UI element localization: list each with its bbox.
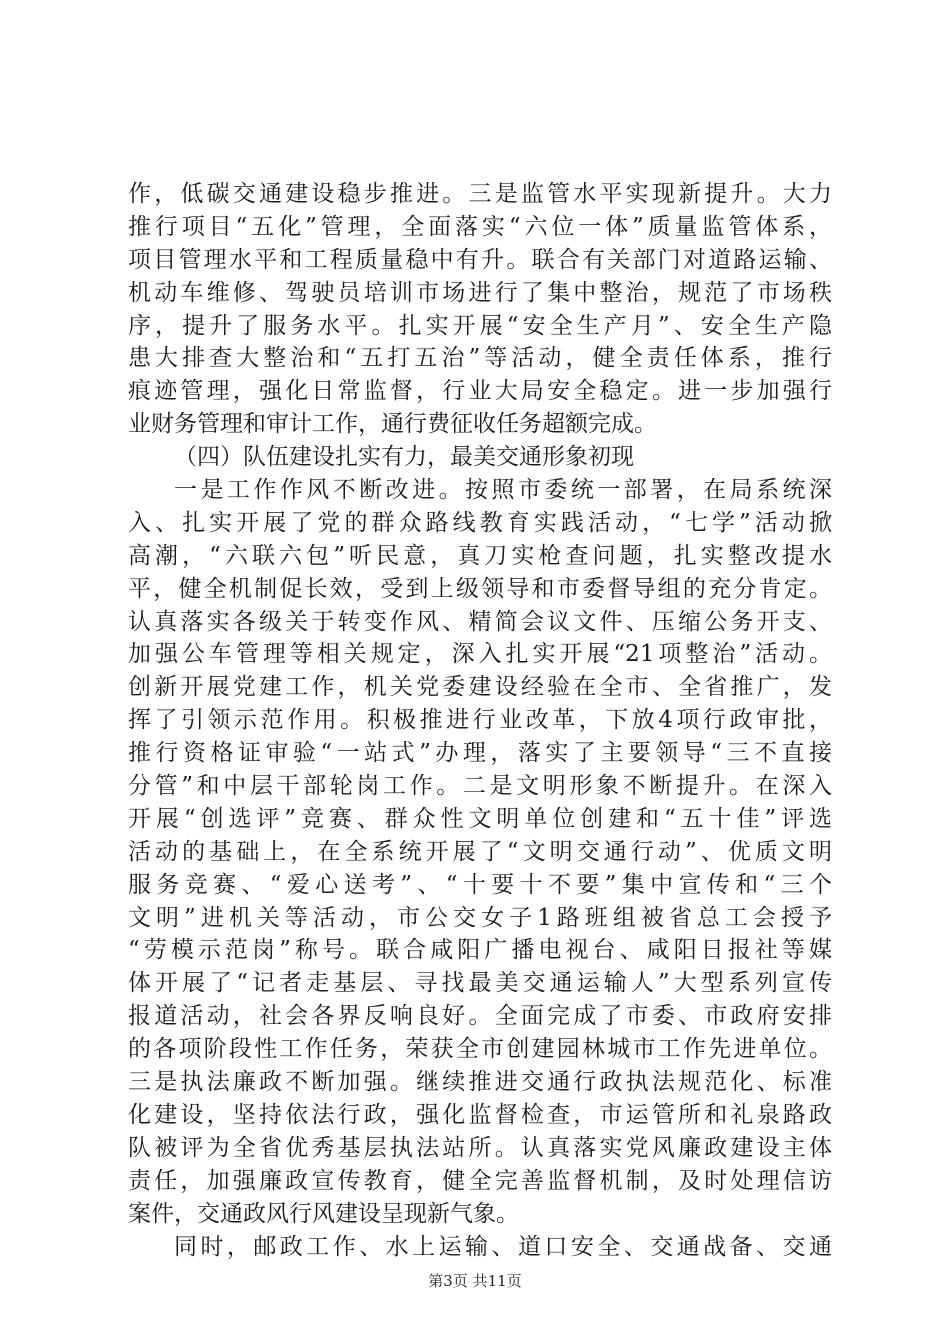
text-line: 同时，邮政工作、水上运输、道口安全、交通战备、交通	[174, 1233, 832, 1260]
text-line: （四）队伍建设扎实有力，最美交通形象初现	[174, 444, 634, 471]
text-line: “劳模示范岗”称号。联合咸阳广播电视台、咸阳日报社等媒	[128, 937, 832, 964]
text-line: 推行项目“五化”管理，全面落实“六位一体”质量监管体系，	[128, 213, 832, 240]
text-line: 服务竞赛、“爱心送考”、“十要十不要”集中宣传和“三个	[128, 871, 832, 898]
text-line: 分管”和中层干部轮岗工作。二是文明形象不断提升。在深入	[128, 773, 832, 800]
text-line: 业财务管理和审计工作，通行费征收任务超额完成。	[128, 411, 657, 438]
text-line: 序，提升了服务水平。扎实开展“安全生产月”、安全生产隐	[128, 312, 832, 339]
text-line: 文明”进机关等活动，市公交女子1路班组被省总工会授予	[128, 904, 832, 931]
text-line: 认真落实各级关于转变作风、精简会议文件、压缩公务开支、	[128, 608, 832, 635]
text-line: 活动的基础上，在全系统开展了“文明交通行动”、优质文明	[128, 838, 832, 865]
text-line: 作，低碳交通建设稳步推进。三是监管水平实现新提升。大力	[128, 181, 832, 207]
text-line: 开展“创选评”竞赛、群众性文明单位创建和“五十佳”评选	[128, 805, 832, 832]
text-line: 创新开展党建工作，机关党委建设经验在全市、全省推广，发	[128, 674, 832, 701]
text-line: 队被评为全省优秀基层执法站所。认真落实党风廉政建设主体	[128, 1134, 832, 1161]
text-line: 平，健全机制促长效，受到上级领导和市委督导组的充分肯定。	[128, 575, 832, 602]
text-line: 推行资格证审验“一站式”办理，落实了主要领导“三不直接	[128, 740, 832, 767]
text-line: 案件，交通政风行风建设呈现新气象。	[128, 1200, 519, 1227]
text-line: 一是工作作风不断改进。按照市委统一部署，在局系统深	[174, 477, 832, 504]
text-line: 挥了引领示范作用。积极推进行业改革，下放4项行政审批，	[128, 707, 832, 734]
text-line: 患大排查大整治和“五打五治”等活动，健全责任体系，推行	[128, 345, 832, 372]
text-line: 加强公车管理等相关规定，深入扎实开展“21项整治”活动。	[128, 641, 832, 668]
text-line: 责任，加强廉政宣传教育，健全完善监督机制，及时处理信访	[128, 1167, 832, 1194]
text-line: 高潮，“六联六包”听民意，真刀实枪查问题，扎实整改提水	[128, 542, 832, 569]
page-footer: 第3页 共11页	[428, 1272, 522, 1290]
text-line: 机动车维修、驾驶员培训市场进行了集中整治，规范了市场秩	[128, 279, 832, 306]
text-line: 痕迹管理，强化日常监督，行业大局安全稳定。进一步加强行	[128, 378, 832, 405]
text-line: 化建设，坚持依法行政，强化监督检查，市运管所和礼泉路政	[128, 1101, 832, 1128]
text-line: 体开展了“记者走基层、寻找最美交通运输人”大型系列宣传	[128, 970, 832, 997]
text-line: 项目管理水平和工程质量稳中有升。联合有关部门对道路运输、	[128, 246, 832, 273]
text-line: 的各项阶段性工作任务，荣获全市创建园林城市工作先进单位。	[128, 1036, 832, 1063]
text-line: 报道活动，社会各界反响良好。全面完成了市委、市政府安排	[128, 1003, 832, 1030]
text-line: 三是执法廉政不断加强。继续推进交通行政执法规范化、标准	[128, 1069, 832, 1096]
body-text	[128, 178, 832, 1263]
text-line: 入、扎实开展了党的群众路线教育实践活动，“七学”活动掀	[128, 509, 832, 536]
